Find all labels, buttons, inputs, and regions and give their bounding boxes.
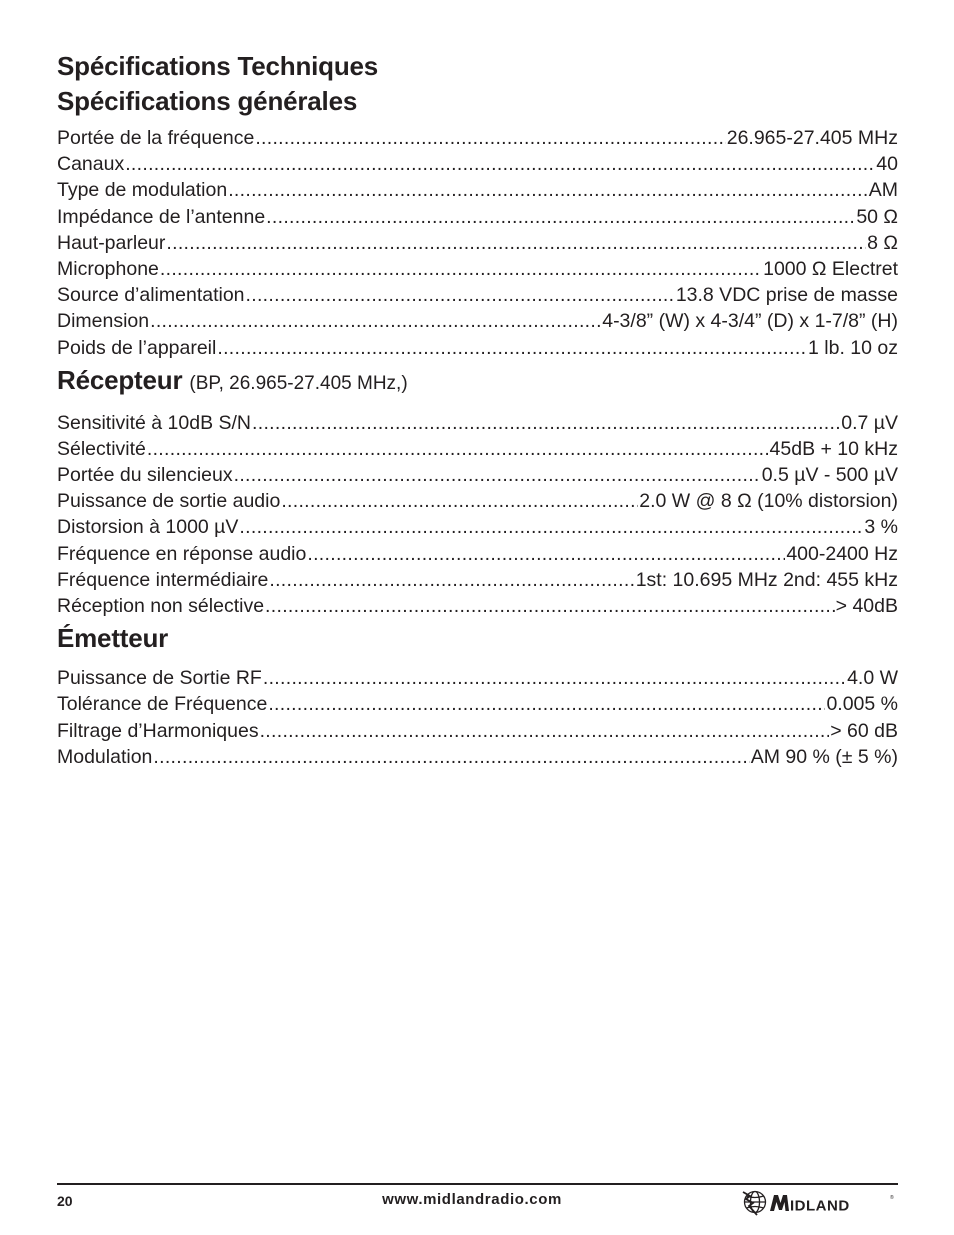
spec-row	[57, 232, 898, 258]
spec-value: > 40dB	[835, 595, 898, 617]
spec-row	[57, 206, 898, 232]
spec-label: Puissance de sortie audio	[57, 490, 281, 513]
spec-label: Réception non sélective	[57, 595, 265, 617]
dot-leader	[268, 693, 825, 716]
dot-leader	[246, 284, 675, 307]
spec-row	[57, 516, 898, 542]
section-title-transmitter: Émetteur	[57, 623, 169, 654]
spec-label: Haut-parleur	[57, 231, 166, 254]
spec-row	[57, 284, 898, 310]
spec-value: AM 90 % (± 5 %)	[750, 745, 898, 768]
spec-page	[57, 48, 898, 772]
spec-label: Portée du silencieux	[57, 464, 233, 487]
spec-label: Sélectivité	[57, 437, 146, 460]
svg-text:IDLAND: IDLAND	[790, 1197, 850, 1215]
globe-icon	[743, 1192, 766, 1216]
dot-leader	[263, 667, 846, 690]
spec-label: Tolérance de Fréquence	[57, 693, 268, 716]
dot-leader	[269, 569, 634, 592]
spec-label: Portée de la fréquence	[57, 127, 255, 149]
spec-row	[57, 543, 898, 569]
spec-list-transmitter	[57, 667, 898, 772]
spec-row	[57, 127, 898, 153]
dot-leader	[153, 746, 749, 769]
spec-label: Sensitivité à 10dB S/N	[57, 411, 252, 434]
midland-logo	[740, 1186, 900, 1220]
dot-leader	[239, 516, 863, 539]
spec-row	[57, 310, 898, 336]
dot-leader	[147, 438, 769, 461]
spec-value: 3 %	[864, 516, 898, 539]
spec-row	[57, 746, 898, 772]
dot-leader	[166, 232, 866, 255]
spec-row	[57, 153, 898, 179]
spec-row	[57, 569, 898, 595]
spec-value: AM	[868, 179, 898, 202]
dot-leader	[266, 206, 855, 229]
spec-value: > 60 dB	[830, 719, 898, 742]
spec-label: Filtrage d’Harmoniques	[57, 719, 259, 742]
section-title-receiver	[57, 363, 898, 401]
spec-label: Impédance de l’antenne	[57, 205, 266, 228]
spec-row	[57, 258, 898, 284]
spec-row	[57, 490, 898, 516]
spec-value: 0.5 µV - 500 µV	[761, 464, 898, 487]
spec-label: Modulation	[57, 745, 153, 768]
spec-row	[57, 667, 898, 693]
dot-leader	[255, 127, 725, 150]
spec-label: Source d’alimentation	[57, 284, 245, 307]
dot-leader	[217, 337, 807, 360]
dot-leader	[150, 310, 601, 333]
spec-value: 4.0 W	[847, 667, 898, 690]
spec-value: 26.965-27.405 MHz	[726, 127, 898, 149]
spec-label: Fréquence en réponse audio	[57, 542, 307, 565]
spec-row	[57, 720, 898, 746]
section-title-general: Spécifications générales	[57, 86, 358, 116]
dot-leader	[160, 258, 762, 281]
spec-value: 13.8 VDC prise de masse	[675, 284, 898, 307]
spec-list-receiver	[57, 412, 898, 622]
midland-wordmark	[770, 1194, 894, 1215]
dot-leader	[125, 153, 875, 176]
spec-value: 400-2400 Hz	[786, 542, 898, 565]
spec-row	[57, 595, 898, 621]
footer-url: www.midlandradio.com	[382, 1191, 562, 1208]
dot-leader	[252, 412, 840, 435]
spec-label: Dimension	[57, 310, 150, 333]
dot-leader	[260, 720, 830, 743]
spec-label: Distorsion à 1000 µV	[57, 516, 239, 539]
spec-value: 1 lb. 10 oz	[808, 336, 898, 359]
spec-label: Canaux	[57, 153, 125, 176]
spec-value: 1st: 10.695 MHz 2nd: 455 kHz	[635, 568, 898, 591]
spec-value: 2.0 W @ 8 Ω (10% distorsion)	[639, 490, 898, 513]
section-subtitle-receiver: (BP, 26.965-27.405 MHz,)	[189, 372, 408, 394]
spec-value: 0.7 µV	[841, 411, 898, 434]
spec-value: 4-3/8” (W) x 4-3/4” (D) x 1-7/8” (H)	[602, 310, 898, 333]
spec-label: Fréquence intermédiaire	[57, 568, 269, 591]
dot-leader	[228, 179, 868, 202]
section-title-receiver-text: Récepteur	[57, 364, 183, 395]
spec-label: Puissance de Sortie RF	[57, 667, 262, 690]
spec-value: 50 Ω	[856, 205, 898, 228]
spec-row	[57, 179, 898, 205]
spec-list-general	[57, 127, 898, 363]
page-number: 20	[57, 1193, 73, 1209]
spec-row	[57, 412, 898, 438]
dot-leader	[265, 595, 835, 618]
page-title: Spécifications Techniques	[57, 51, 379, 81]
spec-row	[57, 337, 898, 363]
spec-row	[57, 464, 898, 490]
svg-text:®: ®	[890, 1195, 894, 1201]
spec-value: 0.005 %	[826, 693, 898, 716]
dot-leader	[234, 464, 761, 487]
spec-value: 1000 Ω Electret	[763, 257, 898, 280]
spec-label: Type de modulation	[57, 179, 228, 202]
dot-leader	[281, 490, 638, 513]
spec-label: Poids de l’appareil	[57, 336, 217, 359]
spec-label: Microphone	[57, 257, 159, 280]
footer-divider	[57, 1183, 898, 1185]
spec-row	[57, 438, 898, 464]
spec-value: 45dB + 10 kHz	[769, 437, 898, 460]
dot-leader	[307, 543, 785, 566]
spec-value: 8 Ω	[867, 231, 898, 254]
spec-value: 40	[876, 153, 898, 176]
spec-row	[57, 693, 898, 719]
